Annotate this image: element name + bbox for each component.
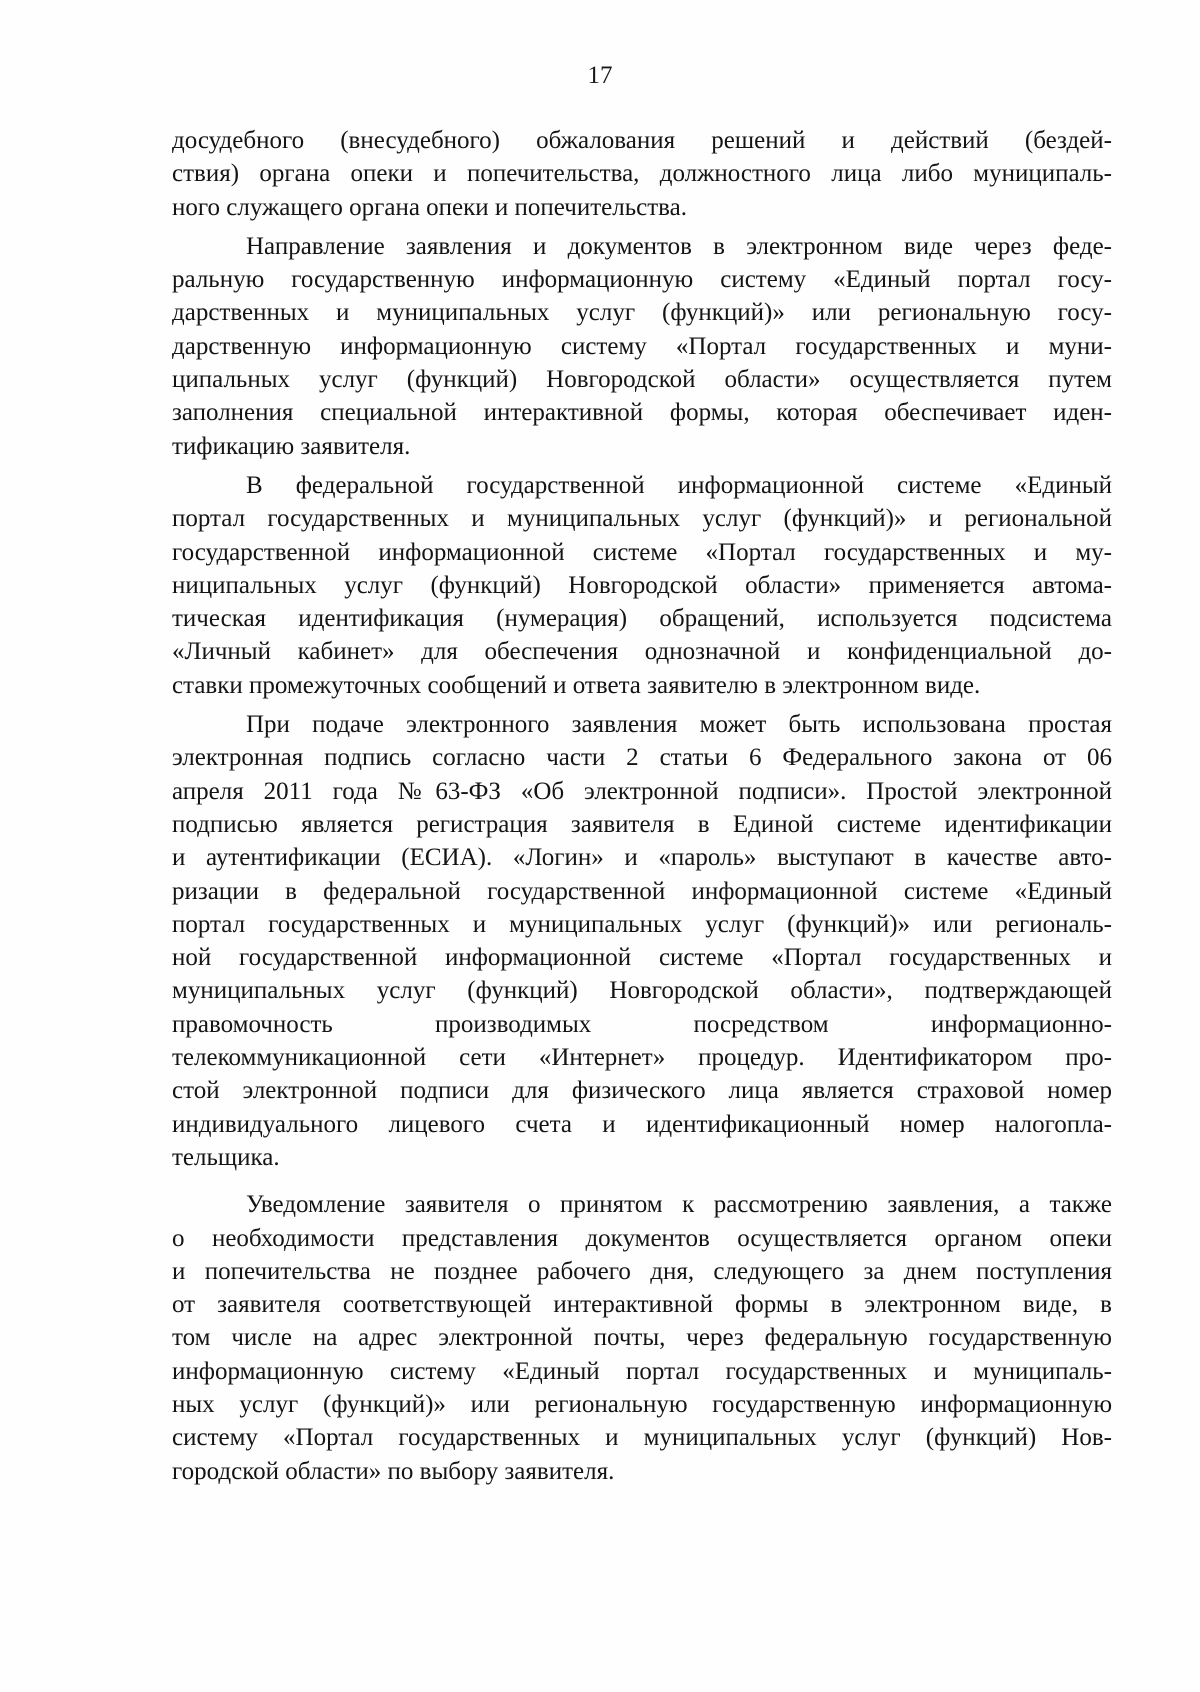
paragraph: [172, 1188, 1112, 1488]
text-line: апреля 2011 года №63-ФЗ «Об электронной подписи». Простой электронной: [172, 777, 1112, 805]
text-line: портал государственных и муниципальных услуг (функций)» или региональ-: [172, 910, 1112, 938]
text-line: При подаче электронного заявления может быть использована простая: [246, 711, 1112, 739]
text-line: досудебного (внесудебного) обжалования решений и действий (бездей-: [172, 127, 1112, 154]
text-line: том числе на адрес электронной почты, через федеральную государственную: [172, 1324, 1112, 1352]
paragraph: [172, 124, 1112, 224]
text-line: ральную государственную информационную систему «Единый портал госу-: [172, 266, 1112, 294]
text-line: ризации в федеральной государственной информационной системе «Единый: [172, 877, 1112, 905]
text-line: тификацию заявителя.: [172, 432, 411, 460]
text-line: тельщика.: [172, 1143, 280, 1171]
text-line: ствия) органа опеки и попечительства, должностного лица либо муниципаль-: [172, 160, 1112, 188]
text-line: телекоммуникационной сети «Интернет» процедур. Идентификатором про-: [172, 1044, 1112, 1072]
text-line: В федеральной государственной информационной системе «Единый: [246, 471, 1112, 499]
text-line: электронная подпись согласно части 2 статьи 6 Федерального закона от 06: [172, 744, 1112, 772]
text-line: и аутентификации (ЕСИА). «Логин» и «пароль» выступают в качестве авто-: [172, 844, 1112, 872]
text-line: ных услуг (функций)» или региональную государственную информационную: [172, 1390, 1112, 1418]
paragraph: [172, 469, 1112, 702]
page-number: 17: [587, 62, 613, 89]
text-line: и попечительства не позднее рабочего дня, следующего за днем поступления: [172, 1257, 1112, 1285]
text-line: ниципальных услуг (функций) Новгородской области» применяется автома-: [172, 571, 1112, 599]
text-line: дарственных и муниципальных услуг (функций)» или региональную госу-: [172, 299, 1112, 327]
text-line: заполнения специальной интерактивной формы, которая обеспечивает иден-: [172, 399, 1112, 427]
text-line: тическая идентификация (нумерация) обращений, используется подсистема: [172, 605, 1112, 633]
text-line: Уведомление заявителя о принятом к рассмотрению заявления, а также: [246, 1191, 1112, 1219]
text-line: индивидуального лицевого счета и идентификационный номер налогопла-: [172, 1110, 1112, 1138]
text-line: ставки промежуточных сообщений и ответа заявителю в электронном виде.: [172, 671, 981, 699]
text-line: муниципальных услуг (функций) Новгородской области», подтверждающей: [172, 977, 1112, 1005]
text-line: от заявителя соответствующей интерактивной формы в электронном виде, в: [172, 1291, 1112, 1319]
paragraph: [172, 708, 1112, 1174]
text-line: «Личный кабинет» для обеспечения однозначной и конфиденциальной до-: [172, 638, 1112, 666]
text-line: ного служащего органа опеки и попечительства.: [172, 193, 687, 221]
text-line: стой электронной подписи для физического лица является страховой номер: [172, 1077, 1112, 1105]
paragraph: [172, 230, 1112, 463]
text-line: городской области» по выбору заявителя.: [172, 1457, 615, 1485]
text-line: систему «Портал государственных и муниципальных услуг (функций) Нов-: [172, 1424, 1112, 1452]
text-line: информационную систему «Единый портал государственных и муниципаль-: [172, 1357, 1112, 1385]
text-line: Направление заявления и документов в электронном виде через феде-: [246, 232, 1112, 260]
document-body: [172, 124, 1112, 1488]
text-line: ципальных услуг (функций) Новгородской области» осуществляется путем: [172, 366, 1112, 394]
text-line: портал государственных и муниципальных услуг (функций)» и региональной: [172, 505, 1112, 533]
text-line: дарственную информационную систему «Портал государственных и муни-: [172, 332, 1112, 360]
text-line: ной государственной информационной системе «Портал государственных и: [172, 944, 1112, 972]
text-line: подписью является регистрация заявителя в Единой системе идентификации: [172, 810, 1112, 838]
text-line: о необходимости представления документов осуществляется органом опеки: [172, 1224, 1112, 1252]
text-line: государственной информационной системе «Портал государственных и му-: [172, 538, 1112, 566]
text-line: правомочность производимых посредством информационно-: [172, 1010, 1112, 1038]
